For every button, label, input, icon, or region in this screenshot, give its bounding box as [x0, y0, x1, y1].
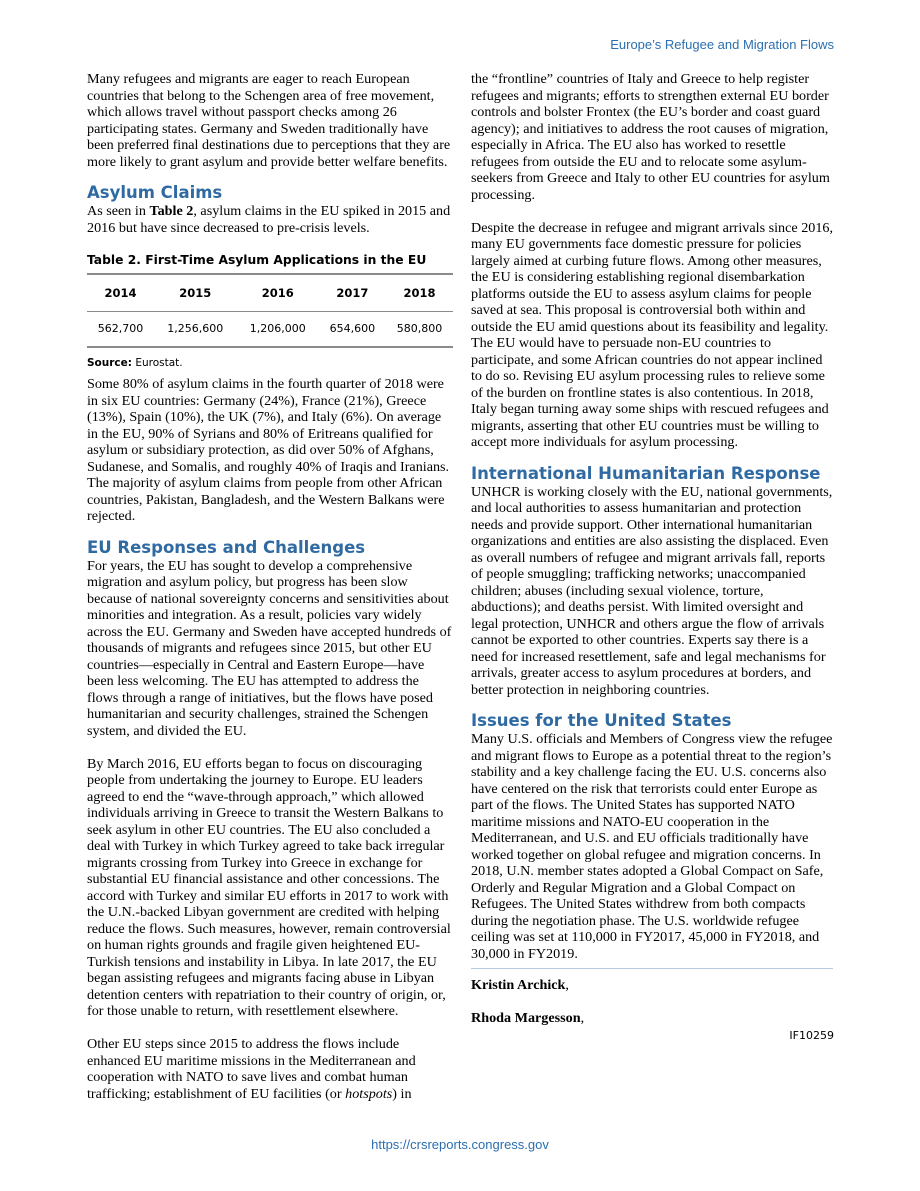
eu-paragraph-3	[87, 1036, 453, 1102]
document-id: IF10259	[789, 1029, 834, 1042]
decrease-paragraph: Despite the decrease in refugee and migrant arrivals since 2016, many EU governments face domestic pressure for policies largely aimed at curbing future flows. Among other measures, the EU is considering establishing regional disembarkation platforms outside the EU to assess asylum claims for people saved at sea. This proposal is controversial both within and outside the EU amid questions about its feasibility and legality. The EU would have to persuade non-EU countries to participate, and some African countries do not appear inclined to do so. Revising EU asylum processing rules to relieve some of the burden on frontline states is also contentious. In 2018, Italy began turning away some ships with rescued refugees and migrants, asserting that other EU countries must be willing to accept more individuals for asylum processing.	[471, 219, 834, 450]
right-column	[471, 71, 833, 1027]
table-cell: 654,600	[329, 321, 376, 335]
table-header-cell: 2014	[87, 274, 154, 311]
asylum-intro-paragraph	[87, 203, 453, 236]
author-list	[471, 977, 833, 1027]
table-source-note	[87, 356, 453, 370]
asylum-claims-heading: Asylum Claims	[87, 183, 223, 202]
asylum-applications-table	[87, 273, 453, 348]
footer-url-link[interactable]: https://crsreports.congress.gov	[371, 1137, 549, 1152]
table-caption: Table 2. First-Time Asylum Applications in the EU	[87, 253, 427, 267]
author-name: Rhoda Margesson	[471, 1010, 581, 1026]
author-name: Kristin Archick	[471, 977, 566, 993]
table-reference: Table 2	[149, 203, 194, 219]
eu-paragraph-2: By March 2016, EU efforts began to focus on discouraging people from undertaking the journey to Europe. EU leaders agreed to end the “wave-through approach,” which allowed individuals arriving in Greece to transit the Western Balkans to seek asylum in other EU countries. The EU also concluded a deal with Turkey in which Turkey agreed to take back irregular migrants crossing from Turkey into Greece in exchange for substantial EU financial assistance and other concessions. The accord with Turkey and similar EU efforts in 2017 to work with the U.N.-backed Libyan government are credited with helping reduce the flows. Such measures, however, remain controversial on human rights grounds and fragile given heightened EU-Turkish tensions and instability in Libya. In late 2017, the EU began assisting refugees and migrants facing abuse in Libyan detention centers with repatriation to their country of origin, or, for those unable to return, with resettlement elsewhere.	[87, 755, 451, 1019]
source-text: Eurostat.	[131, 357, 183, 369]
asylum-intro-text-after: , asylum claims in the EU spiked in 2015 and 2016 but have since decreased to pre-crisis levels.	[87, 203, 451, 236]
eu-responses-heading: EU Responses and Challenges	[87, 537, 366, 557]
humanitarian-response-heading: International Humanitarian Response	[471, 463, 821, 483]
table-cell: 1,256,600	[167, 321, 224, 335]
table-cell: 1,206,000	[249, 321, 306, 335]
eu-paragraph-3-text-before: Other EU steps since 2015 to address the flows include enhanced EU maritime missions in the Mediterranean and cooperation with NATO to save lives and combat human trafficking; establishment of EU facilities (or	[87, 1036, 416, 1102]
asylum-intro-text-before: As seen in	[87, 203, 150, 219]
source-label: Source:	[87, 357, 132, 369]
table-header-row	[87, 274, 453, 311]
table-header-cell: 2016	[236, 274, 318, 311]
intro-paragraph: Many refugees and migrants are eager to reach European countries that belong to the Schengen area of free movement, which allows travel without passport checks among 26 participating states. Germany and Sweden traditionally have been preferred final destinations due to perceptions that they are more likely to grant asylum and provide better welfare benefits.	[87, 71, 451, 170]
author-entry	[471, 1010, 833, 1027]
author-divider	[471, 968, 833, 969]
eu-paragraph-1: For years, the EU has sought to develop a comprehensive migration and asylum policy, but progress has been slow because of national sovereignty concerns and sensitivities about minorities and integration. As a result, policies vary widely across the EU. Germany and Sweden have accepted hundreds of thousands of migrants and refugees since 2015, but other EU countries—especially in Central and Eastern Europe—have been less welcoming. The EU has attempted to address the flows through a range of initiatives, but the flows have posed humanitarian and security challenges, strained the Schengen system, and divided the EU.	[87, 557, 452, 739]
continued-paragraph: the “frontline” countries of Italy and Greece to help register refugees and migrants; efforts to strengthen external EU border controls and bolster Frontex (the EU’s border and coast guard agency); and initiatives to address the root causes of migration, especially in Africa. The EU also has worked to resettle refugees from outside the EU and to relocate some asylum-seekers from Greece and Italy to other EU countries for asylum processing.	[471, 71, 830, 203]
left-column	[87, 71, 453, 1102]
hotspots-term: hotspots	[345, 1085, 393, 1102]
table-cell: 562,700	[97, 321, 144, 335]
humanitarian-paragraph: UNHCR is working closely with the EU, national governments, and local authorities to assess humanitarian and protection needs and provide support. Other international humanitarian organizations and entities are also assisting the displaced. Even as overall numbers of refugee and migrant arrivals fall, reports of people smuggling; trafficking networks; unaccompanied children; abuses (including sexual violence, torture, abductions); and deaths persist. With limited oversight and legal protection, UNHCR and others argue the flow of arrivals cannot be exported to other countries. Experts say there is a need for increased resettlement, safe and legal mechanisms for arrivals, greater access to asylum procedures at borders, and better protection in neighboring countries.	[471, 483, 833, 698]
running-header-title: Europe’s Refugee and Migration Flows	[610, 37, 834, 52]
eu-paragraph-3-text-after: ) in	[392, 1085, 412, 1102]
author-entry	[471, 977, 833, 994]
table-header-cell: 2015	[154, 274, 236, 311]
united-states-paragraph: Many U.S. officials and Members of Congress view the refugee and migrant flows to Europe as a potential threat to the region’s stability and a key challenge facing the EU. U.S. concerns also have centered on the risk that terrorists could enter Europe as part of the flows. The United States has supported NATO maritime missions and NATO-EU cooperation in the Mediterranean, and U.S. and EU officials traditionally have worked together on global refugee and migration concerns. In 2018, U.N. member states adopted a Global Compact on Safe, Orderly and Regular Migration and a Global Compact on Refugees. The United States withdrew from both compacts during the negotiation phase. The U.S. worldwide refugee ceiling was set at 110,000 in FY2017, 45,000 in FY2018, and 30,000 in FY2019.	[471, 731, 833, 962]
table-header-cell: 2017	[319, 274, 386, 311]
table-header-cell: 2018	[386, 274, 453, 311]
table-row	[87, 311, 453, 347]
asylum-details-paragraph: Some 80% of asylum claims in the fourth quarter of 2018 were in six EU countries: Germany (24%), France (21%), Greece (13%), Spain (10%), the UK (7%), and Italy (6%). On average in the EU, 90% of Syrians and 80% of Eritreans qualified for asylum or subsidiary protection, as did over 50% of Afghans, Sudanese, and Somalis, and roughly 40% of Iraqis and Iranians. The majority of asylum claims from people from other African countries, Pakistan, Bangladesh, and the Western Balkans were rejected.	[87, 376, 450, 524]
author-suffix: ,	[580, 1010, 585, 1026]
table-cell: 580,800	[396, 321, 443, 335]
united-states-heading: Issues for the United States	[471, 711, 732, 730]
author-suffix: ,	[565, 977, 569, 993]
